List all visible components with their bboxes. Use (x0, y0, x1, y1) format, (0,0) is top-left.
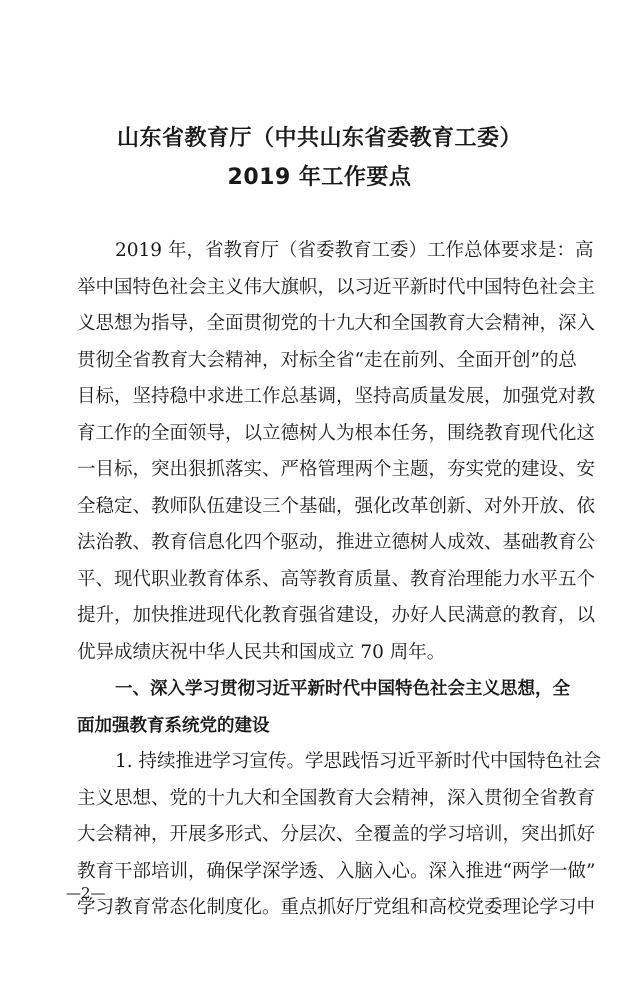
section-1-heading-line: 面加强教育系统党的建设 (77, 715, 270, 736)
intro-paragraph-line: 优异成绩庆祝中华人民共和国成立 70 周年。 (77, 641, 446, 663)
document-title-line-2: 2019 年工作要点 (227, 165, 412, 190)
item-1-paragraph-line: 学习教育常态化制度化。重点抓好厅党组和高校党委理论学习中 (77, 897, 596, 918)
document-body (77, 233, 602, 927)
section-1-heading-line: 一、深入学习贯彻习近平新时代中国特色社会主义思想，全 (115, 679, 570, 699)
intro-paragraph-line: 目标，坚持稳中求进工作总基调，坚持高质量发展，加强党对教 (77, 386, 596, 407)
item-1-paragraph-line: 1. 持续推进学习宣传。学思践悟习近平新时代中国特色社会 (115, 751, 602, 772)
intro-paragraph-line: 育工作的全面领导，以立德树人为根本任务，围绕教育现代化这 (77, 422, 596, 444)
document-title-line-1: 山东省教育厅（中共山东省委教育工委） (116, 126, 522, 151)
intro-paragraph-line: 举中国特色社会主义伟大旗帜，以习近平新时代中国特色社会主 (77, 276, 596, 298)
intro-paragraph-line: 2019 年，省教育厅（省委教育工委）工作总体要求是：高 (115, 240, 594, 261)
page-number: —2— (66, 884, 106, 902)
item-1-paragraph-line: 大会精神，开展多形式、分层次、全覆盖的学习培训，突出抓好 (77, 824, 596, 845)
intro-paragraph-line: 提升，加快推进现代化教育强省建设，办好人民满意的教育，以 (77, 605, 596, 626)
intro-paragraph-line: 平、现代职业教育体系、高等教育质量、教育治理能力水平五个 (77, 568, 596, 590)
item-1-paragraph-line: 主义思想、党的十九大和全国教育大会精神，深入贯彻全省教育 (77, 787, 596, 809)
intro-paragraph-line: 贯彻全省教育大会精神，对标全省“走在前列、全面开创”的总 (77, 349, 577, 371)
intro-paragraph-line: 法治教、教育信息化四个驱动，推进立德树人成效、基础教育公 (77, 532, 596, 553)
intro-paragraph-line: 义思想为指导，全面贯彻党的十九大和全国教育大会精神，深入 (77, 313, 596, 334)
item-1-paragraph-line: 教育干部培训，确保学深学透、入脑入心。深入推进“两学一做” (77, 860, 596, 882)
intro-paragraph-line: 一目标，突出狠抓落实、严格管理两个主题，夯实党的建设、安 (77, 459, 596, 480)
intro-paragraph-line: 全稳定、教师队伍建设三个基础，强化改革创新、对外开放、依 (77, 495, 596, 517)
